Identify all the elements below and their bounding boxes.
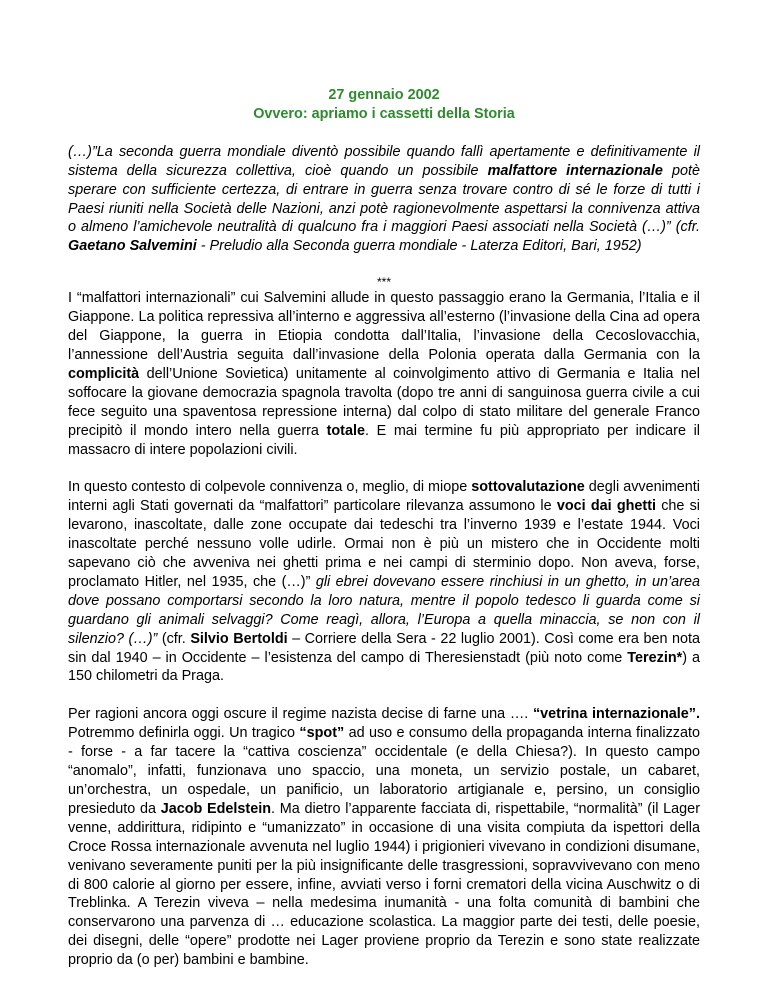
bold-term: voci dai ghetti [556, 498, 656, 515]
paragraph-terezin [68, 705, 700, 970]
paragraph-text: Per ragioni ancora oggi oscure il regime nazista decise di farne una …. [68, 706, 533, 723]
bold-term: complicità [68, 365, 140, 382]
paragraph-ghetti [68, 478, 700, 686]
paragraph-text: I “malfattori internazionali” cui Salvemini allude in questo passaggio erano la Germania, l’Italia e il Giappone. La politica repressiva all’interno e aggressiva all’esterno (l’invasione della Cina ad opera del Giappone, la guerra in Etiopia condotta dall’Italia, l’invasione della Cecoslovacchia, l’annessione dell’Austria seguita dall’invasione della Polonia operata dalla Germania con la [68, 290, 700, 363]
paragraph-text: In questo contesto di colpevole connivenza o, meglio, di miope [68, 479, 472, 496]
paragraph-malfattori [68, 289, 700, 459]
paragraph-text: degli avvenimenti interni agli Stati governati da “malfattori” particolare rilevanza assumono le [68, 479, 700, 515]
bold-term: totale [326, 422, 365, 439]
hitler-quote: gli ebrei dovevano essere rinchiusi in un ghetto, in un’area dove possano comportarsi secondo la loro natura, mentre il popolo tedesco li guarda come si guardano gli animali selvaggi? Come reagì, allora, l’Europa a quella minaccia, se non con il silenzio? (…)” [68, 573, 700, 647]
bold-term: Silvio Bertoldi [190, 630, 288, 647]
quote-author: Gaetano Salvemini [68, 238, 197, 255]
paragraph-text: dell’Unione Sovietica) unitamente al coinvolgimento attivo di Germania e Italia nel soffocare la giovane democrazia spagnola travolta (dopo tre anni di sanguinosa guerra civile a cui fece seguito una spaventosa repressione interna) dal colpo di stato militare del generale Franco precipitò il mondo intero nella guerra [68, 365, 700, 439]
paragraph-text: – Corriere della Sera - 22 luglio 2001). Così come era ben nota sin dal 1940 – in Occidente – l’esistenza del campo di Theresienstadt (più noto come [68, 630, 700, 666]
section-separator: *** [376, 275, 391, 290]
quote-bold-term: malfattore internazionale [487, 162, 663, 179]
bold-term: “vetrina internazionale”. [532, 706, 700, 723]
document-page [68, 86, 700, 970]
bold-term: Jacob Edelstein [160, 800, 271, 817]
paragraph-text: Potremmo definirla oggi. Un tragico [68, 725, 300, 742]
quote-text: potè sperare con sufficiente certezza, di entrare in guerra senza trovare contro di sé le forze di tutti i Paesi riuniti nella Società delle Nazioni, anzi potè ragionevolmente aspettarsi la connivenza attiva o almeno l’amichevole neutralità di qualcuno fra i maggiori Paesi associati nella Società (…)” (cfr. [68, 162, 701, 236]
paragraph-text: ) a 150 chilometri da Praga. [68, 649, 700, 685]
quote-citation: - Preludio alla Seconda guerra mondiale - Laterza Editori, Bari, 1952) [196, 238, 642, 255]
salvemini-quote [68, 143, 700, 256]
quote-text: (…)”La seconda guerra mondiale diventò possibile quando fallì apertamente e definitivamente il sistema della sicurezza collettiva, cioè quando un possibile [68, 143, 700, 179]
paragraph-text: ad uso e consumo della propaganda interna finalizzato - forse - a far tacere la “cattiva coscienza” occidentale (e della Chiesa?). In questo campo “anomalo”, infatti, funzionava uno spaccio, una moneta, un servizio postale, un cabaret, un’orchestra, un ospedale, un panificio, un laboratorio artigianale e, persino, un consiglio presieduto da [68, 725, 700, 817]
paragraph-text: . E mai termine fu più appropriato per indicare il massacro di intere popolazioni civili. [68, 422, 701, 458]
document-subtitle: Ovvero: apriamo i cassetti della Storia [253, 105, 515, 122]
bold-term: sottovalutazione [471, 479, 585, 496]
document-date: 27 gennaio 2002 [328, 87, 440, 103]
paragraph-text: . Ma dietro l’apparente facciata di, rispettabile, “normalità” (il Lager venne, addirittura, ridipinto e “umanizzato” in occasione di una visita compiuta da ispettori della Croce Rossa internazionale avvenuta nel luglio 1944) i prigionieri vivevano in condizioni disumane, venivano severamente puniti per la più insignificante delle trasgressioni, sopravvivevano con meno di 800 calorie al giorno per essere, infine, avviati verso i forni crematori della vicina Auschwitz o di Treblinka. A Terezin viveva – nella medesima inumanità - una folta comunità di bambini che conservarono una parvenza di … educazione scolastica. La maggior parte dei testi, delle poesie, dei disegni, delle “opere” prodotte nei Lager proviene proprio da Terezin e sono state realizzate proprio da (o per) bambini e bambine. [68, 800, 700, 969]
bold-term: Terezin* [627, 649, 683, 666]
paragraph-text: (cfr. [157, 630, 191, 647]
bold-term: “spot” [299, 725, 345, 742]
paragraph-text: che si levarono, inascoltate, dalle zone occupate dai tedeschi tra l’inverno 1939 e l’estate 1944. Voci inascoltate perché nessuno volle udirle. Ormai non è più un mistero che in Occidente molti sapevano ciò che avveniva nei ghetti prima e nei campi di sterminio dopo. Non aveva, forse, proclamato Hitler, nel 1935, che (…)” [68, 498, 700, 590]
